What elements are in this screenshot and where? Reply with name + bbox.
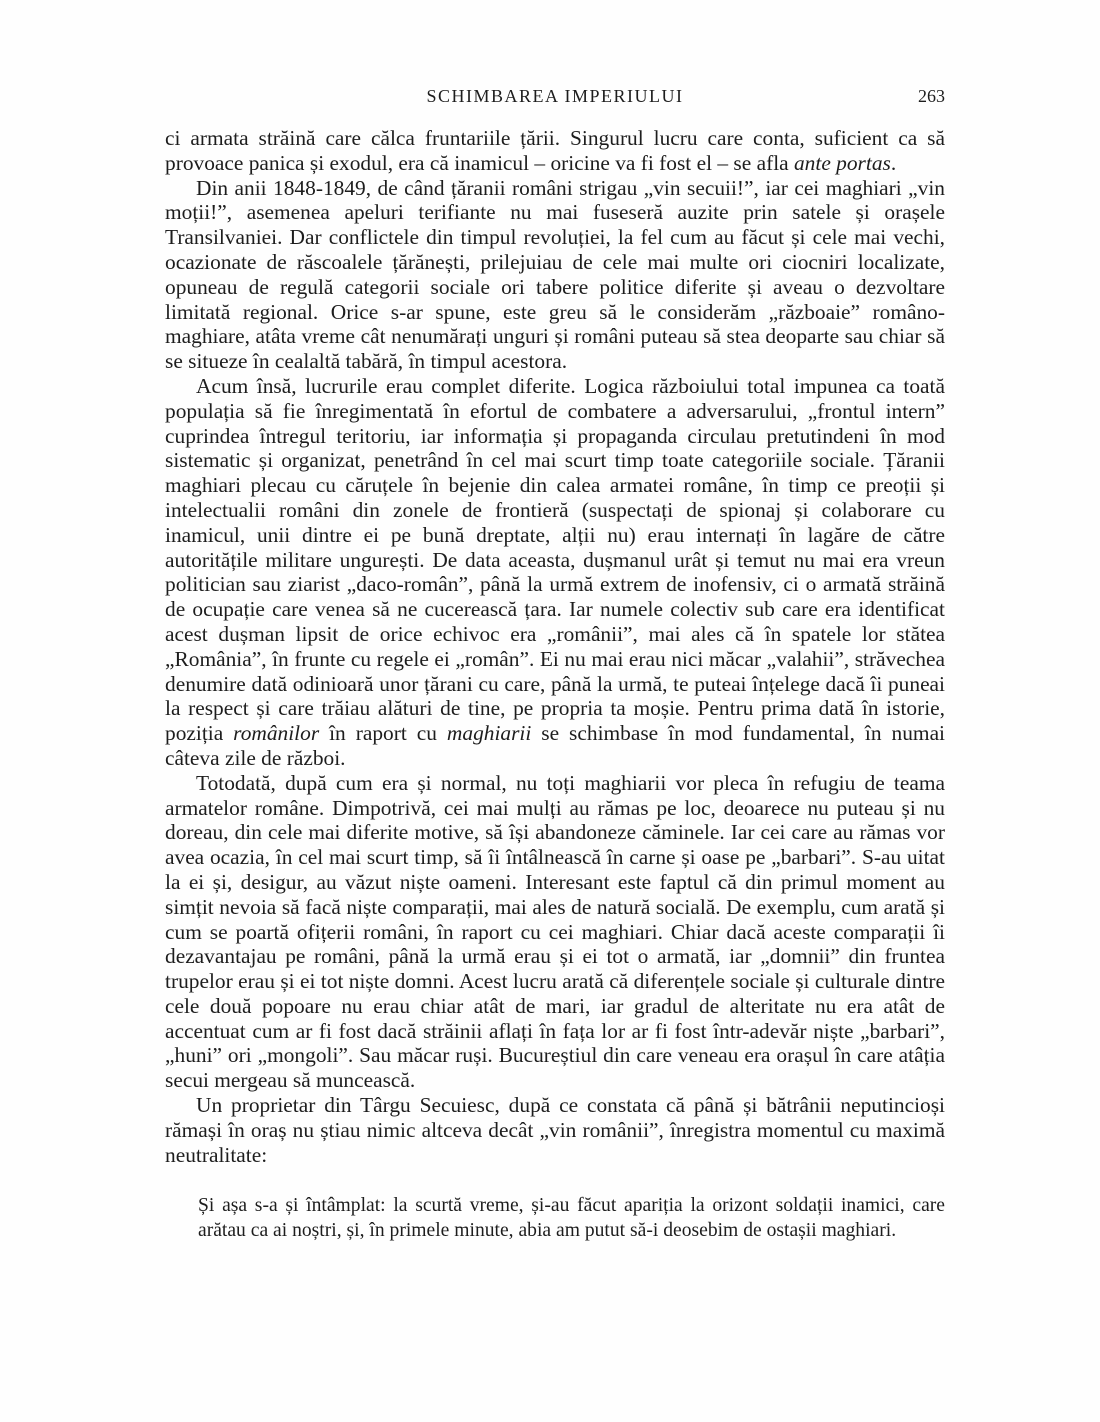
- text-run: Și așa s-a și întâmplat: la scurtă vreme, și-au făcut apariția la orizont soldații inamici, care arătau ca ai noștri, și, în primele minute, abia am putut să-i deosebim de ostașii maghiari.: [198, 1195, 945, 1242]
- paragraph: [165, 126, 945, 176]
- paragraphs: [165, 126, 945, 1167]
- body-text: [165, 126, 945, 1244]
- block-quote: [198, 1194, 945, 1243]
- text-run: se schimbase în mod fundamental, în numai câteva zile de război.: [165, 721, 946, 770]
- italic-text-run: ante portas: [793, 150, 891, 175]
- text-run: ci armata străină care călca fruntariile țării. Singurul lucru care conta, suficient ca să provoace panica și exodul, era că inamicul – oricine va fi fost el – se afla: [165, 126, 945, 175]
- text-run: .: [890, 150, 897, 175]
- text-run: Din anii 1848-1849, de când țăranii români strigau „vin secuii!”, iar cei maghiari „vin moții!”, asemenea apeluri terifiante nu mai fuseseră auzite prin satele și orașele Transilvaniei. Dar conflictele din timpul revoluției, la fel cum au făcut și cele mai vechi, ocazionate de răscoalele țărănești, prilejuiau de cele mai multe ori ciocniri localizate, opuneau de regulă categorii sociale ori tabere politice diferite și aveau o dezvoltare limitată regional. Orice s-ar spune, este greu să le considerăm „războaie” româno-maghiare, atâta vreme cât nenumărați unguri și români puteau să stea deoparte sau chiar să se situeze în cealaltă tabără, în timpul acestora.: [165, 175, 945, 374]
- paragraph: [165, 176, 945, 374]
- text-run: Acum însă, lucrurile erau complet diferite. Logica războiului total impunea ca toată populația să fie înregimentată în efortul de combatere a adversarului, „frontul intern” cuprindea întregul teritoriu, iar informația și propaganda circulau pretutindeni în mod sistematic și organizat, penetrând în cel mai scurt timp toate categoriile sociale. Țăranii maghiari plecau cu căruțele în bejenie din calea armatei române, în timp ce preoții și intelectualii români din zonele de frontieră (suspectați de spionaj și colaborare cu inamicul, unii dintre ei pe bună dreptate, alții nu) erau internați în lagăre de către autoritățile militare ungurești. De data aceasta, dușmanul urât și temut nu mai era vreun politician sau ziarist „daco-român”, până la urmă extrem de inofensiv, ci o armată străină de ocupație care venea să ne cucerească țara. Iar numele colectiv sub care era identificat acest dușman lipsit de orice echivoc era „românii”, mai ales că în spatele lor stătea „România”, în frunte cu regele ei „român”. Ei nu mai erau nici măcar „valahii”, străvechea denumire dată odinioară unor țărani cu care, până la urmă, te puteai înțelege dacă îi puneai la respect și care trăiau alături de tine, pe propria ta moșie. Pentru prima dată în istorie, poziția: [165, 373, 945, 746]
- italic-text-run: maghiarii: [446, 721, 532, 746]
- text-run: în raport cu: [319, 721, 447, 746]
- running-head-title: SCHIMBAREA IMPERIULUI: [426, 86, 684, 106]
- text-run: Totodată, după cum era și normal, nu toți maghiarii vor pleca în refugiu de teama armatelor române. Dimpotrivă, cei mai mulți au rămas pe loc, deoarece nu puteau și nu doreau, din cele mai diferite motive, să își abandoneze căminele. Iar cei care au rămas vor avea ocazia, în cel mai scurt timp, să îi întâlnească în carne și oase pe „barbari”. S-au uitat la ei și, desigur, au văzut niște oameni. Interesant este faptul că din primul moment au simțit nevoia să facă niște comparații, mai ales de natură socială. De exemplu, cum arată și cum se poartă ofițerii români, în raport cu cei maghiari. Chiar dacă aceste comparații îi dezavantajau pe români, până la urmă erau și ei tot o armată, iar „domnii” din fruntea trupelor erau și ei tot niște domni. Acest lucru arată că diferențele sociale și culturale dintre cele două popoare nu erau chiar atât de mari, iar gradul de alteritate nu era atât de accentuat cum ar fi fost dacă străinii aflați în fața lor ar fi fost într-adevăr niște „barbari”, „huni” ori „mongoli”. Sau măcar ruși. Bucureștiul din care veneau era orașul în care atâția secui mergeau să muncească.: [165, 770, 945, 1093]
- text-run: Un proprietar din Târgu Secuiesc, după ce constata că până și bătrânii neputincioși rămași în oraș nu știau nimic altceva decât „vin românii”, înregistra momentul cu maximă neutralitate:: [165, 1093, 945, 1167]
- paragraph: [165, 1093, 945, 1167]
- paragraph: [165, 771, 945, 1093]
- page-number: 263: [918, 86, 945, 106]
- italic-text-run: românilor: [233, 721, 320, 746]
- paragraph: [165, 374, 945, 771]
